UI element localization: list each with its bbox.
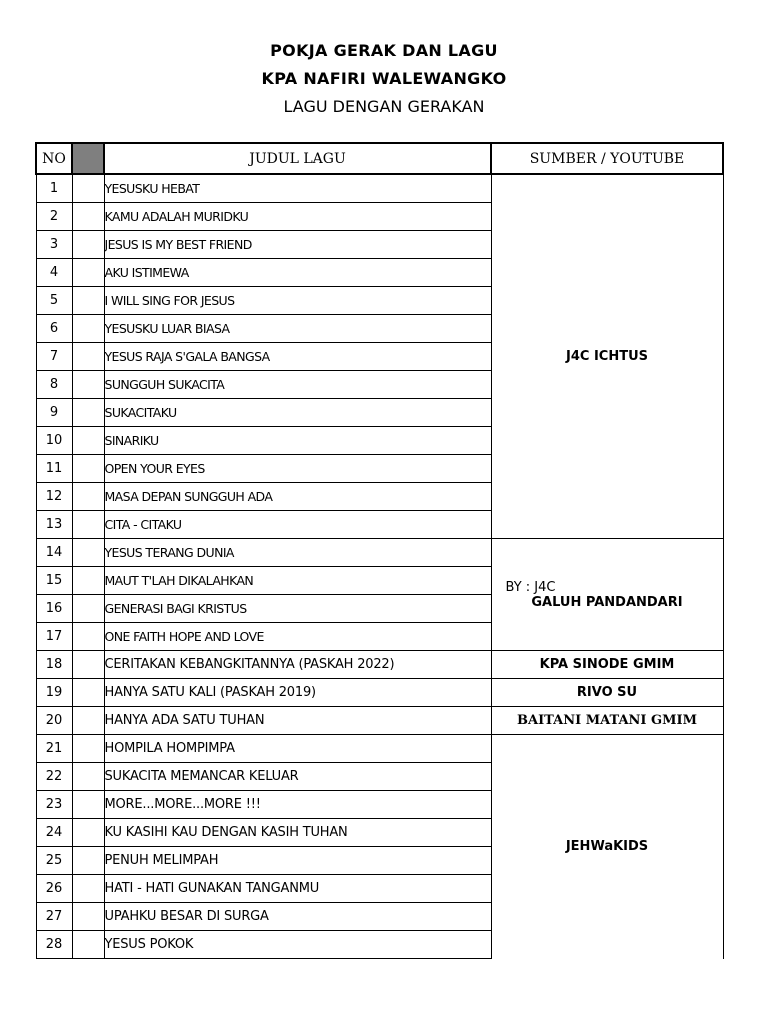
row-number: 12 [36,483,72,511]
row-blank-cell [72,847,104,875]
table-header-row [36,143,723,174]
row-blank-cell [72,623,104,651]
song-title: HATI - HATI GUNAKAN TANGANMU [104,875,491,903]
source-cell: KPA SINODE GMIM [491,651,723,679]
row-number: 5 [36,287,72,315]
column-header-no: NO [36,143,72,174]
row-blank-cell [72,343,104,371]
song-title: KU KASIHI KAU DENGAN KASIH TUHAN [104,819,491,847]
song-title: ONE FAITH HOPE AND LOVE [104,623,491,651]
row-blank-cell [72,287,104,315]
row-blank-cell [72,595,104,623]
song-title: MASA DEPAN SUNGGUH ADA [104,483,491,511]
song-title: MAUT T'LAH DIKALAHKAN [104,567,491,595]
song-title: YESUS POKOK [104,931,491,959]
song-title: JESUS IS MY BEST FRIEND [104,231,491,259]
row-number: 28 [36,931,72,959]
row-number: 24 [36,819,72,847]
row-number: 11 [36,455,72,483]
table-row [36,651,723,679]
table-row [36,679,723,707]
song-title: HOMPILA HOMPIMPA [104,735,491,763]
row-number: 22 [36,763,72,791]
column-header-blank [72,143,104,174]
row-number: 4 [36,259,72,287]
row-blank-cell [72,539,104,567]
row-number: 27 [36,903,72,931]
source-cell: J4C ICHTUS [491,174,723,539]
row-blank-cell [72,875,104,903]
source-name: GALUH PANDANDARI [531,594,683,610]
song-title: AKU ISTIMEWA [104,259,491,287]
table-row [36,735,723,763]
song-title: YESUSKU LUAR BIASA [104,315,491,343]
song-title: KAMU ADALAH MURIDKU [104,203,491,231]
row-blank-cell [72,483,104,511]
row-number: 14 [36,539,72,567]
row-blank-cell [72,567,104,595]
row-blank-cell [72,315,104,343]
header-subtitle: KPA NAFIRI WALEWANGKO [261,69,507,88]
row-blank-cell [72,427,104,455]
song-title: SUKACITAKU [104,399,491,427]
song-title: YESUS TERANG DUNIA [104,539,491,567]
source-cell: JEHWaKIDS [491,735,723,959]
row-blank-cell [72,735,104,763]
row-blank-cell [72,511,104,539]
row-blank-cell [72,259,104,287]
song-title: SUKACITA MEMANCAR KELUAR [104,763,491,791]
row-number: 19 [36,679,72,707]
song-title: MORE...MORE...MORE !!! [104,791,491,819]
source-cell: RIVO SU [491,679,723,707]
header-title: POKJA GERAK DAN LAGU [270,41,498,60]
row-number: 25 [36,847,72,875]
row-number: 8 [36,371,72,399]
song-title: UPAHKU BESAR DI SURGA [104,903,491,931]
row-blank-cell [72,931,104,959]
row-blank-cell [72,455,104,483]
song-title: HANYA ADA SATU TUHAN [104,707,491,735]
column-header-source: SUMBER / YOUTUBE [491,143,723,174]
column-header-title: JUDUL LAGU [104,143,491,174]
row-number: 17 [36,623,72,651]
row-number: 9 [36,399,72,427]
row-blank-cell [72,791,104,819]
row-number: 20 [36,707,72,735]
row-number: 7 [36,343,72,371]
row-blank-cell [72,371,104,399]
row-number: 23 [36,791,72,819]
table-row [36,539,723,567]
row-number: 18 [36,651,72,679]
song-title: GENERASI BAGI KRISTUS [104,595,491,623]
song-title: SINARIKU [104,427,491,455]
song-title: SUNGGUH SUKACITA [104,371,491,399]
song-title: YESUS RAJA S'GALA BANGSA [104,343,491,371]
row-blank-cell [72,174,104,203]
row-number: 10 [36,427,72,455]
row-number: 3 [36,231,72,259]
song-title: OPEN YOUR EYES [104,455,491,483]
song-title: CITA - CITAKU [104,511,491,539]
row-number: 16 [36,595,72,623]
song-title: I WILL SING FOR JESUS [104,287,491,315]
song-title: CERITAKAN KEBANGKITANNYA (PASKAH 2022) [104,651,491,679]
row-blank-cell [72,707,104,735]
row-number: 13 [36,511,72,539]
row-number: 26 [36,875,72,903]
row-number: 6 [36,315,72,343]
row-number: 15 [36,567,72,595]
row-blank-cell [72,203,104,231]
row-number: 21 [36,735,72,763]
source-cell: BAITANI MATANI GMIM [491,707,723,735]
row-number: 1 [36,174,72,203]
song-table [35,142,724,959]
row-blank-cell [72,231,104,259]
row-blank-cell [72,651,104,679]
row-number: 2 [36,203,72,231]
row-blank-cell [72,819,104,847]
row-blank-cell [72,903,104,931]
row-blank-cell [72,399,104,427]
song-title: PENUH MELIMPAH [104,847,491,875]
source-by-label: BY : J4C [505,579,556,595]
table-row [36,707,723,735]
song-title: HANYA SATU KALI (PASKAH 2019) [104,679,491,707]
header-caption: LAGU DENGAN GERAKAN [283,97,485,116]
row-blank-cell [72,763,104,791]
table-row [36,174,723,203]
row-blank-cell [72,679,104,707]
source-cell-j4c [491,539,723,651]
song-title: YESUSKU HEBAT [104,174,491,203]
